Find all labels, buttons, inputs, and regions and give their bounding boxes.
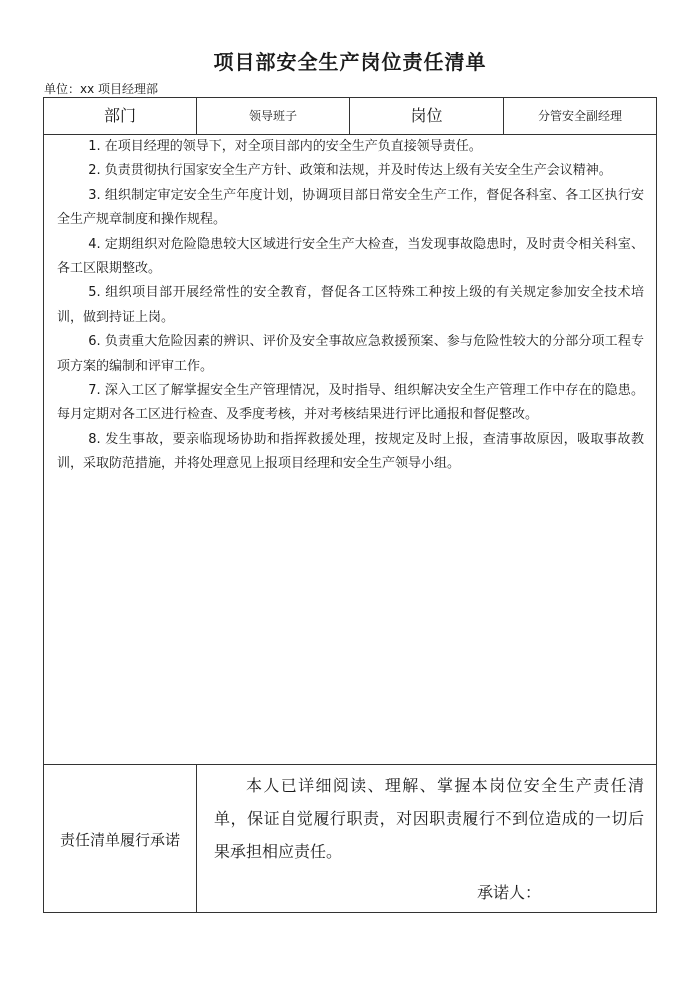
signer-label: 承诺人： (477, 883, 542, 902)
duty-item: 7. 深入工区了解掌握安全生产管理情况，及时指导、组织解决安全生产管理工作中存在的隐患。每月定期对各工区进行检查、及季度考核，并对考核结果进行评比通报和督促整改。 (57, 383, 644, 423)
table-header-row (44, 98, 656, 135)
duty-item: 6. 负责重大危险因素的辨识、评价及安全事故应急救援预案、参与危险性较大的分部分项工程专项方案的编制和评审工作。 (57, 334, 644, 374)
duty-item: 8. 发生事故，要亲临现场协助和指挥救援处理，按规定及时上报，查清事故原因，吸取事故教训，采取防范措施，并将处理意见上报项目经理和安全生产领导小组。 (57, 431, 644, 472)
duty-item: 2. 负责贯彻执行国家安全生产方针、政策和法规，并及时传达上级有关安全生产会议精神。 (88, 163, 612, 179)
dept-label: 部门 (44, 98, 197, 134)
duties-list (44, 135, 656, 764)
post-label: 岗位 (350, 98, 504, 134)
duty-item: 5. 组织项目部开展经常性的安全教育，督促各工区特殊工种按上级的有关规定参加安全技术培训，做到持证上岗。 (57, 285, 644, 325)
commitment-row (44, 764, 656, 913)
duty-item: 4. 定期组织对危险隐患较大区域进行安全生产大检查，当发现事故隐患时，及时责令相关科室、各工区限期整改。 (57, 236, 644, 277)
post-value: 分管安全副经理 (537, 109, 622, 123)
responsibility-table (43, 97, 657, 913)
duty-item: 1. 在项目经理的领导下，对全项目部内的安全生产负直接领导责任。 (88, 139, 482, 154)
commitment-text: 本人已详细阅读、理解、掌握本岗位安全生产责任清单，保证自觉履行职责，对因职责履行不到位造成的一切后果承担相应责任。 (214, 776, 644, 861)
document-title: 项目部安全生产岗位责任清单 (213, 50, 487, 74)
duty-item: 3. 组织制定审定安全生产年度计划，协调项目部日常安全生产工作，督促各科室、各工区执行安全生产规章制度和操作规程。 (57, 187, 644, 228)
dept-value: 领导班子 (197, 98, 350, 134)
commitment-label: 责任清单履行承诺 (44, 765, 197, 913)
unit-label: 单位：xx 项目经理部 (44, 82, 159, 96)
